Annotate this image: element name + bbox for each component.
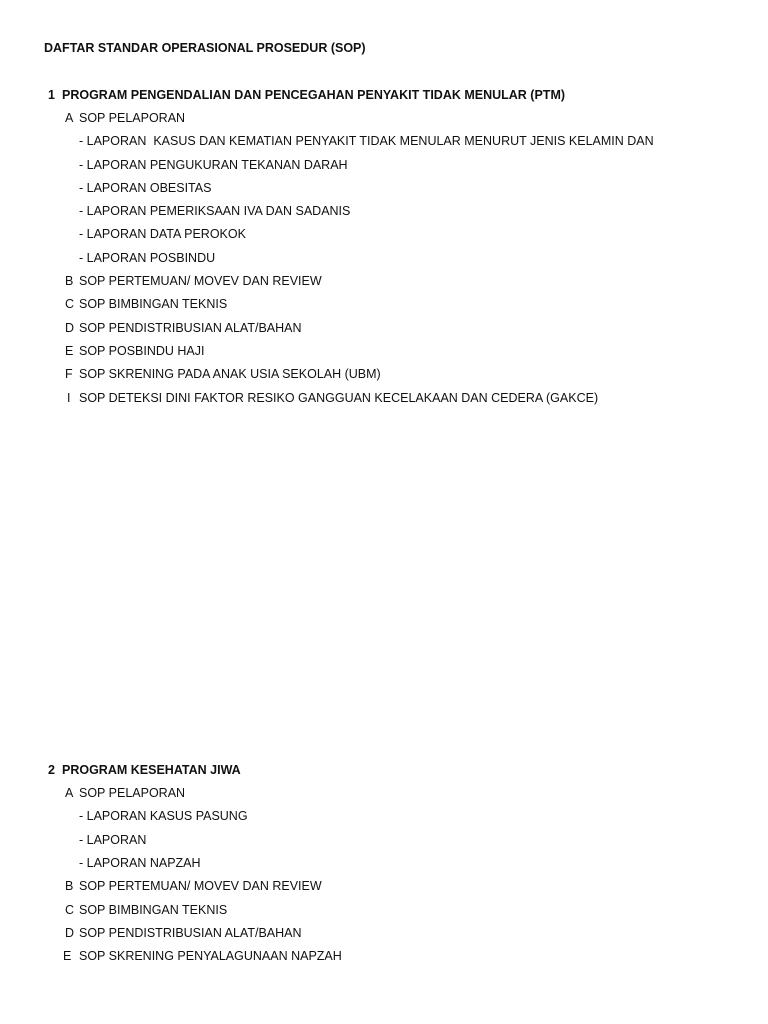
subitem: - LAPORAN POSBINDU (79, 251, 216, 265)
item-letter: E (65, 344, 74, 358)
item-letter: I (67, 391, 71, 405)
item-letter: A (65, 786, 74, 800)
subitem: - LAPORAN NAPZAH (79, 856, 201, 870)
item-label: SOP BIMBINGAN TEKNIS (79, 297, 228, 311)
item-label: SOP PERTEMUAN/ MOVEV DAN REVIEW (79, 879, 322, 893)
item-label: SOP PELAPORAN (79, 111, 186, 125)
section-number: 1 (48, 88, 55, 102)
item-letter: C (65, 297, 75, 311)
item-letter: E (63, 949, 72, 963)
item-letter: F (65, 367, 73, 381)
section-heading: PROGRAM PENGENDALIAN DAN PENCEGAHAN PENYAKIT TIDAK MENULAR (PTM) (62, 88, 566, 102)
subitem: - LAPORAN DATA PEROKOK (79, 227, 246, 241)
item-label: SOP PELAPORAN (79, 786, 186, 800)
item-label: SOP POSBINDU HAJI (79, 344, 205, 358)
item-label: SOP SKRENING PADA ANAK USIA SEKOLAH (UBM) (79, 367, 381, 381)
item-label: SOP SKRENING PENYALAGUNAAN NAPZAH (79, 949, 342, 963)
subitem: - LAPORAN OBESITAS (79, 181, 212, 195)
section-heading: PROGRAM KESEHATAN JIWA (62, 763, 241, 777)
item-letter: A (65, 111, 74, 125)
item-letter: D (65, 321, 75, 335)
section-number: 2 (48, 763, 55, 777)
subitem: - LAPORAN KASUS PASUNG (79, 809, 248, 823)
item-label: SOP PERTEMUAN/ MOVEV DAN REVIEW (79, 274, 322, 288)
subitem: - LAPORAN PEMERIKSAAN IVA DAN SADANIS (79, 204, 351, 218)
item-label: SOP PENDISTRIBUSIAN ALAT/BAHAN (79, 321, 302, 335)
item-letter: C (65, 903, 75, 917)
document-title: DAFTAR STANDAR OPERASIONAL PROSEDUR (SOP) (44, 41, 366, 55)
subitem: - LAPORAN KASUS DAN KEMATIAN PENYAKIT TIDAK MENULAR MENURUT JENIS KELAMIN DAN (79, 134, 654, 148)
item-label: SOP PENDISTRIBUSIAN ALAT/BAHAN (79, 926, 302, 940)
subitem: - LAPORAN (79, 833, 147, 847)
item-letter: B (65, 879, 74, 893)
item-label: SOP BIMBINGAN TEKNIS (79, 903, 228, 917)
item-letter: D (65, 926, 75, 940)
subitem: - LAPORAN PENGUKURAN TEKANAN DARAH (79, 158, 348, 172)
item-letter: B (65, 274, 74, 288)
item-label: SOP DETEKSI DINI FAKTOR RESIKO GANGGUAN KECELAKAAN DAN CEDERA (GAKCE) (79, 391, 599, 405)
